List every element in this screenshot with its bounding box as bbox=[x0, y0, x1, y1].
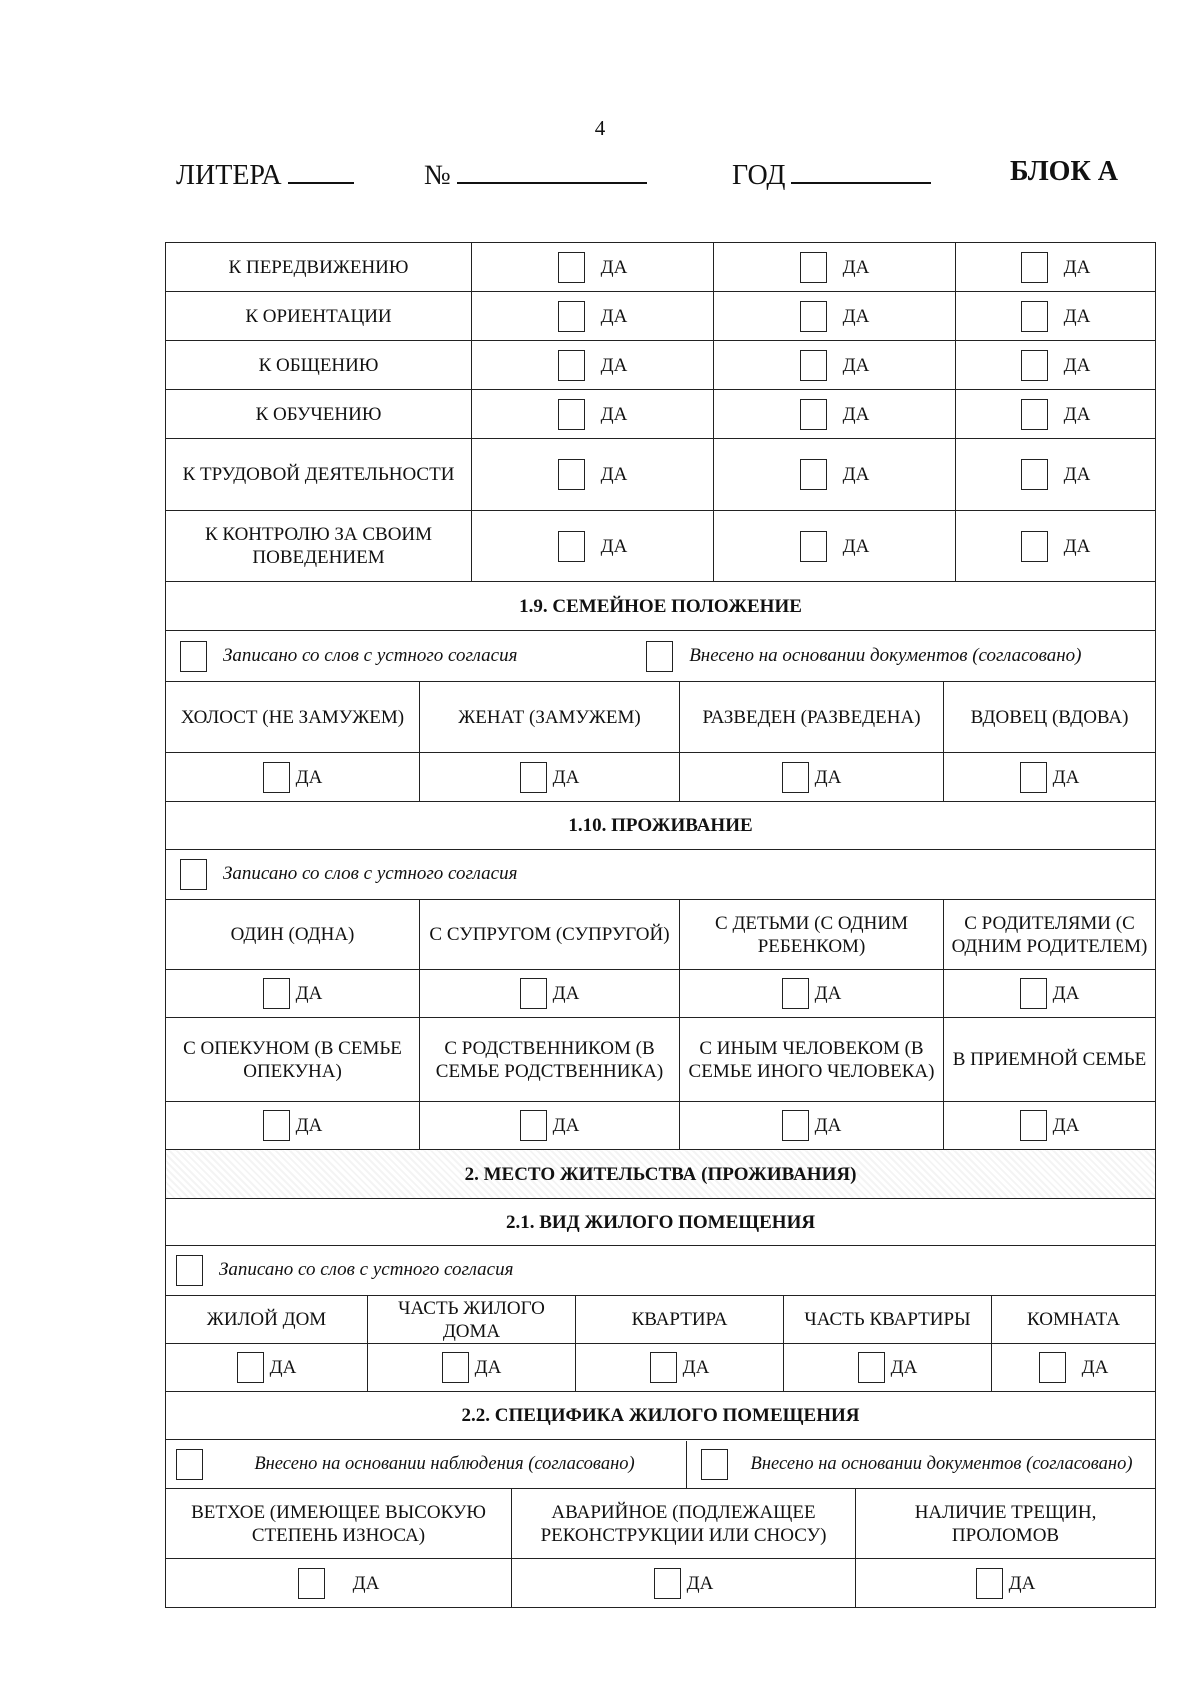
option-label: ЧАСТЬ КВАРТИРЫ bbox=[784, 1296, 992, 1344]
table-row: К ОБУЧЕНИЮ ДА ДА ДА bbox=[166, 390, 1156, 439]
limitation-label: К ТРУДОВОЙ ДЕЯТЕЛЬНОСТИ bbox=[166, 439, 472, 511]
option-label: С СУПРУГОМ (СУПРУГОЙ) bbox=[420, 900, 680, 970]
checkbox[interactable] bbox=[1021, 531, 1048, 562]
checkbox[interactable] bbox=[1021, 399, 1048, 430]
table-row: К ОБЩЕНИЮ ДА ДА ДА bbox=[166, 341, 1156, 390]
checkbox[interactable] bbox=[1020, 1110, 1047, 1141]
limitation-label: К КОНТРОЛЮ ЗА СВОИМ ПОВЕДЕНИЕМ bbox=[166, 511, 472, 582]
table-row: К ТРУДОВОЙ ДЕЯТЕЛЬНОСТИ ДА ДА ДА bbox=[166, 439, 1156, 511]
limitation-label: К ПЕРЕДВИЖЕНИЮ bbox=[166, 243, 472, 292]
table-row: К ОРИЕНТАЦИИ ДА ДА ДА bbox=[166, 292, 1156, 341]
checkbox[interactable] bbox=[782, 1110, 809, 1141]
housing-specifics-table: 2.2. СПЕЦИФИКА ЖИЛОГО ПОМЕЩЕНИЯ Внесено на основании наблюдения (согласовано) Внесено на основании документов (согласовано) ВЕТХОЕ (ИМЕЮЩЕЕ ВЫСОКУЮ СТЕПЕНЬ ИЗНОСА) АВАРИЙНОЕ (ПОДЛЕЖАЩЕЕ РЕКОНСТРУКЦИИ ИЛИ СНОСУ) НАЛИЧИЕ ТРЕЩИН, ПРОЛОМОВ ДА ДА ДА bbox=[165, 1391, 1156, 1608]
residence-table: 1.10. ПРОЖИВАНИЕ Записано со слов с устного согласия ОДИН (ОДНА) С СУПРУГОМ (СУПРУГОЙ) С ДЕТЬМИ (С ОДНИМ РЕБЕНКОМ) С РОДИТЕЛЯМИ (С ОДНИМ РОДИТЕЛЕМ) ДА ДА ДА ДА С ОПЕКУНОМ (В СЕМЬЕ ОПЕКУНА) С РОДСТВЕННИКОМ (В СЕМЬЕ РОДСТВЕННИКА) С ИНЫМ ЧЕЛОВЕКОМ (В СЕМЬЕ ИНОГО ЧЕЛОВЕКА) В ПРИЕМНОЙ СЕМЬЕ ДА ДА ДА ДА 2. МЕСТО ЖИТЕЛЬСТВА (ПРОЖИВАНИЯ) bbox=[165, 801, 1156, 1199]
option-label: С РОДСТВЕННИКОМ (В СЕМЬЕ РОДСТВЕННИКА) bbox=[420, 1018, 680, 1102]
option-label: КОМНАТА bbox=[992, 1296, 1156, 1344]
section-title: 2. МЕСТО ЖИТЕЛЬСТВА (ПРОЖИВАНИЯ) bbox=[166, 1150, 1156, 1199]
checkbox[interactable] bbox=[1020, 762, 1047, 793]
checkbox[interactable] bbox=[800, 301, 827, 332]
checkbox[interactable] bbox=[558, 459, 585, 490]
checkbox[interactable] bbox=[1021, 252, 1048, 283]
option-label: С ОПЕКУНОМ (В СЕМЬЕ ОПЕКУНА) bbox=[166, 1018, 420, 1102]
oral-consent-checkbox[interactable] bbox=[180, 641, 207, 672]
section-title: 2.2. СПЕЦИФИКА ЖИЛОГО ПОМЕЩЕНИЯ bbox=[166, 1392, 1156, 1440]
option-label: РАЗВЕДЕН (РАЗВЕДЕНА) bbox=[680, 682, 944, 753]
option-label: В ПРИЕМНОЙ СЕМЬЕ bbox=[944, 1018, 1156, 1102]
checkbox[interactable] bbox=[654, 1568, 681, 1599]
section-title: 2.1. ВИД ЖИЛОГО ПОМЕЩЕНИЯ bbox=[166, 1199, 1156, 1246]
table-row: К ПЕРЕДВИЖЕНИЮ ДА ДА ДА bbox=[166, 243, 1156, 292]
checkbox[interactable] bbox=[1020, 978, 1047, 1009]
housing-type-table: 2.1. ВИД ЖИЛОГО ПОМЕЩЕНИЯ Записано со слов с устного согласия ЖИЛОЙ ДОМ ЧАСТЬ ЖИЛОГО ДОМА КВАРТИРА ЧАСТЬ КВАРТИРЫ КОМНАТА ДА ДА ДА ДА ДА bbox=[165, 1198, 1156, 1392]
number-field[interactable]: № bbox=[424, 156, 647, 192]
form-header bbox=[176, 156, 1122, 196]
checkbox[interactable] bbox=[1021, 350, 1048, 381]
checkbox[interactable] bbox=[558, 301, 585, 332]
checkbox[interactable] bbox=[263, 978, 290, 1009]
marital-status-table: 1.9. СЕМЕЙНОЕ ПОЛОЖЕНИЕ Записано со слов с устного согласия Внесено на основании документов (согласовано) ХОЛОСТ (НЕ ЗАМУЖЕМ) ЖЕНАТ (ЗАМУЖЕМ) РАЗВЕДЕН (РАЗВЕДЕНА) ВДОВЕЦ (ВДОВА) ДА ДА ДА ДА bbox=[165, 581, 1156, 802]
option-label: КВАРТИРА bbox=[576, 1296, 784, 1344]
checkbox[interactable] bbox=[558, 350, 585, 381]
option-label: ЧАСТЬ ЖИЛОГО ДОМА bbox=[368, 1296, 576, 1344]
documents-checkbox[interactable] bbox=[646, 641, 673, 672]
checkbox[interactable] bbox=[558, 531, 585, 562]
checkbox[interactable] bbox=[558, 399, 585, 430]
checkbox[interactable] bbox=[800, 399, 827, 430]
checkbox[interactable] bbox=[558, 252, 585, 283]
option-label: АВАРИЙНОЕ (ПОДЛЕЖАЩЕЕ РЕКОНСТРУКЦИИ ИЛИ СНОСУ) bbox=[512, 1489, 856, 1559]
checkbox[interactable] bbox=[782, 762, 809, 793]
table-row: К КОНТРОЛЮ ЗА СВОИМ ПОВЕДЕНИЕМ ДА ДА ДА bbox=[166, 511, 1156, 582]
litera-field[interactable]: ЛИТЕРА bbox=[176, 156, 354, 192]
option-label: ЖЕНАТ (ЗАМУЖЕМ) bbox=[420, 682, 680, 753]
checkbox[interactable] bbox=[520, 978, 547, 1009]
block-label: БЛОК А bbox=[1010, 156, 1118, 187]
checkbox[interactable] bbox=[237, 1352, 264, 1383]
checkbox[interactable] bbox=[442, 1352, 469, 1383]
checkbox[interactable] bbox=[976, 1568, 1003, 1599]
option-label: НАЛИЧИЕ ТРЕЩИН, ПРОЛОМОВ bbox=[856, 1489, 1156, 1559]
checkbox[interactable] bbox=[1021, 459, 1048, 490]
checkbox[interactable] bbox=[520, 762, 547, 793]
checkbox[interactable] bbox=[263, 762, 290, 793]
year-field[interactable]: ГОД bbox=[732, 156, 931, 192]
observation-checkbox[interactable] bbox=[176, 1449, 203, 1480]
page-number: 4 bbox=[594, 116, 606, 140]
limitation-label: К ОБУЧЕНИЮ bbox=[166, 390, 472, 439]
option-label: С РОДИТЕЛЯМИ (С ОДНИМ РОДИТЕЛЕМ) bbox=[944, 900, 1156, 970]
limitation-label: К ОРИЕНТАЦИИ bbox=[166, 292, 472, 341]
documents-checkbox[interactable] bbox=[701, 1449, 728, 1480]
option-label: ЖИЛОЙ ДОМ bbox=[166, 1296, 368, 1344]
checkbox[interactable] bbox=[800, 459, 827, 490]
checkbox[interactable] bbox=[298, 1568, 325, 1599]
option-label: С ИНЫМ ЧЕЛОВЕКОМ (В СЕМЬЕ ИНОГО ЧЕЛОВЕКА) bbox=[680, 1018, 944, 1102]
option-label: ОДИН (ОДНА) bbox=[166, 900, 420, 970]
oral-consent-checkbox[interactable] bbox=[176, 1255, 203, 1286]
oral-consent-checkbox[interactable] bbox=[180, 859, 207, 890]
option-label: ВДОВЕЦ (ВДОВА) bbox=[944, 682, 1156, 753]
section-title: 1.9. СЕМЕЙНОЕ ПОЛОЖЕНИЕ bbox=[166, 582, 1156, 631]
checkbox[interactable] bbox=[800, 252, 827, 283]
checkbox[interactable] bbox=[800, 350, 827, 381]
option-label: ВЕТХОЕ (ИМЕЮЩЕЕ ВЫСОКУЮ СТЕПЕНЬ ИЗНОСА) bbox=[166, 1489, 512, 1559]
checkbox[interactable] bbox=[263, 1110, 290, 1141]
checkbox[interactable] bbox=[782, 978, 809, 1009]
option-label: ХОЛОСТ (НЕ ЗАМУЖЕМ) bbox=[166, 682, 420, 753]
checkbox[interactable] bbox=[800, 531, 827, 562]
checkbox[interactable] bbox=[858, 1352, 885, 1383]
option-label: С ДЕТЬМИ (С ОДНИМ РЕБЕНКОМ) bbox=[680, 900, 944, 970]
checkbox[interactable] bbox=[1039, 1352, 1066, 1383]
limitations-table bbox=[165, 242, 1156, 582]
limitation-label: К ОБЩЕНИЮ bbox=[166, 341, 472, 390]
checkbox[interactable] bbox=[650, 1352, 677, 1383]
checkbox[interactable] bbox=[520, 1110, 547, 1141]
section-title: 1.10. ПРОЖИВАНИЕ bbox=[166, 802, 1156, 850]
checkbox[interactable] bbox=[1021, 301, 1048, 332]
